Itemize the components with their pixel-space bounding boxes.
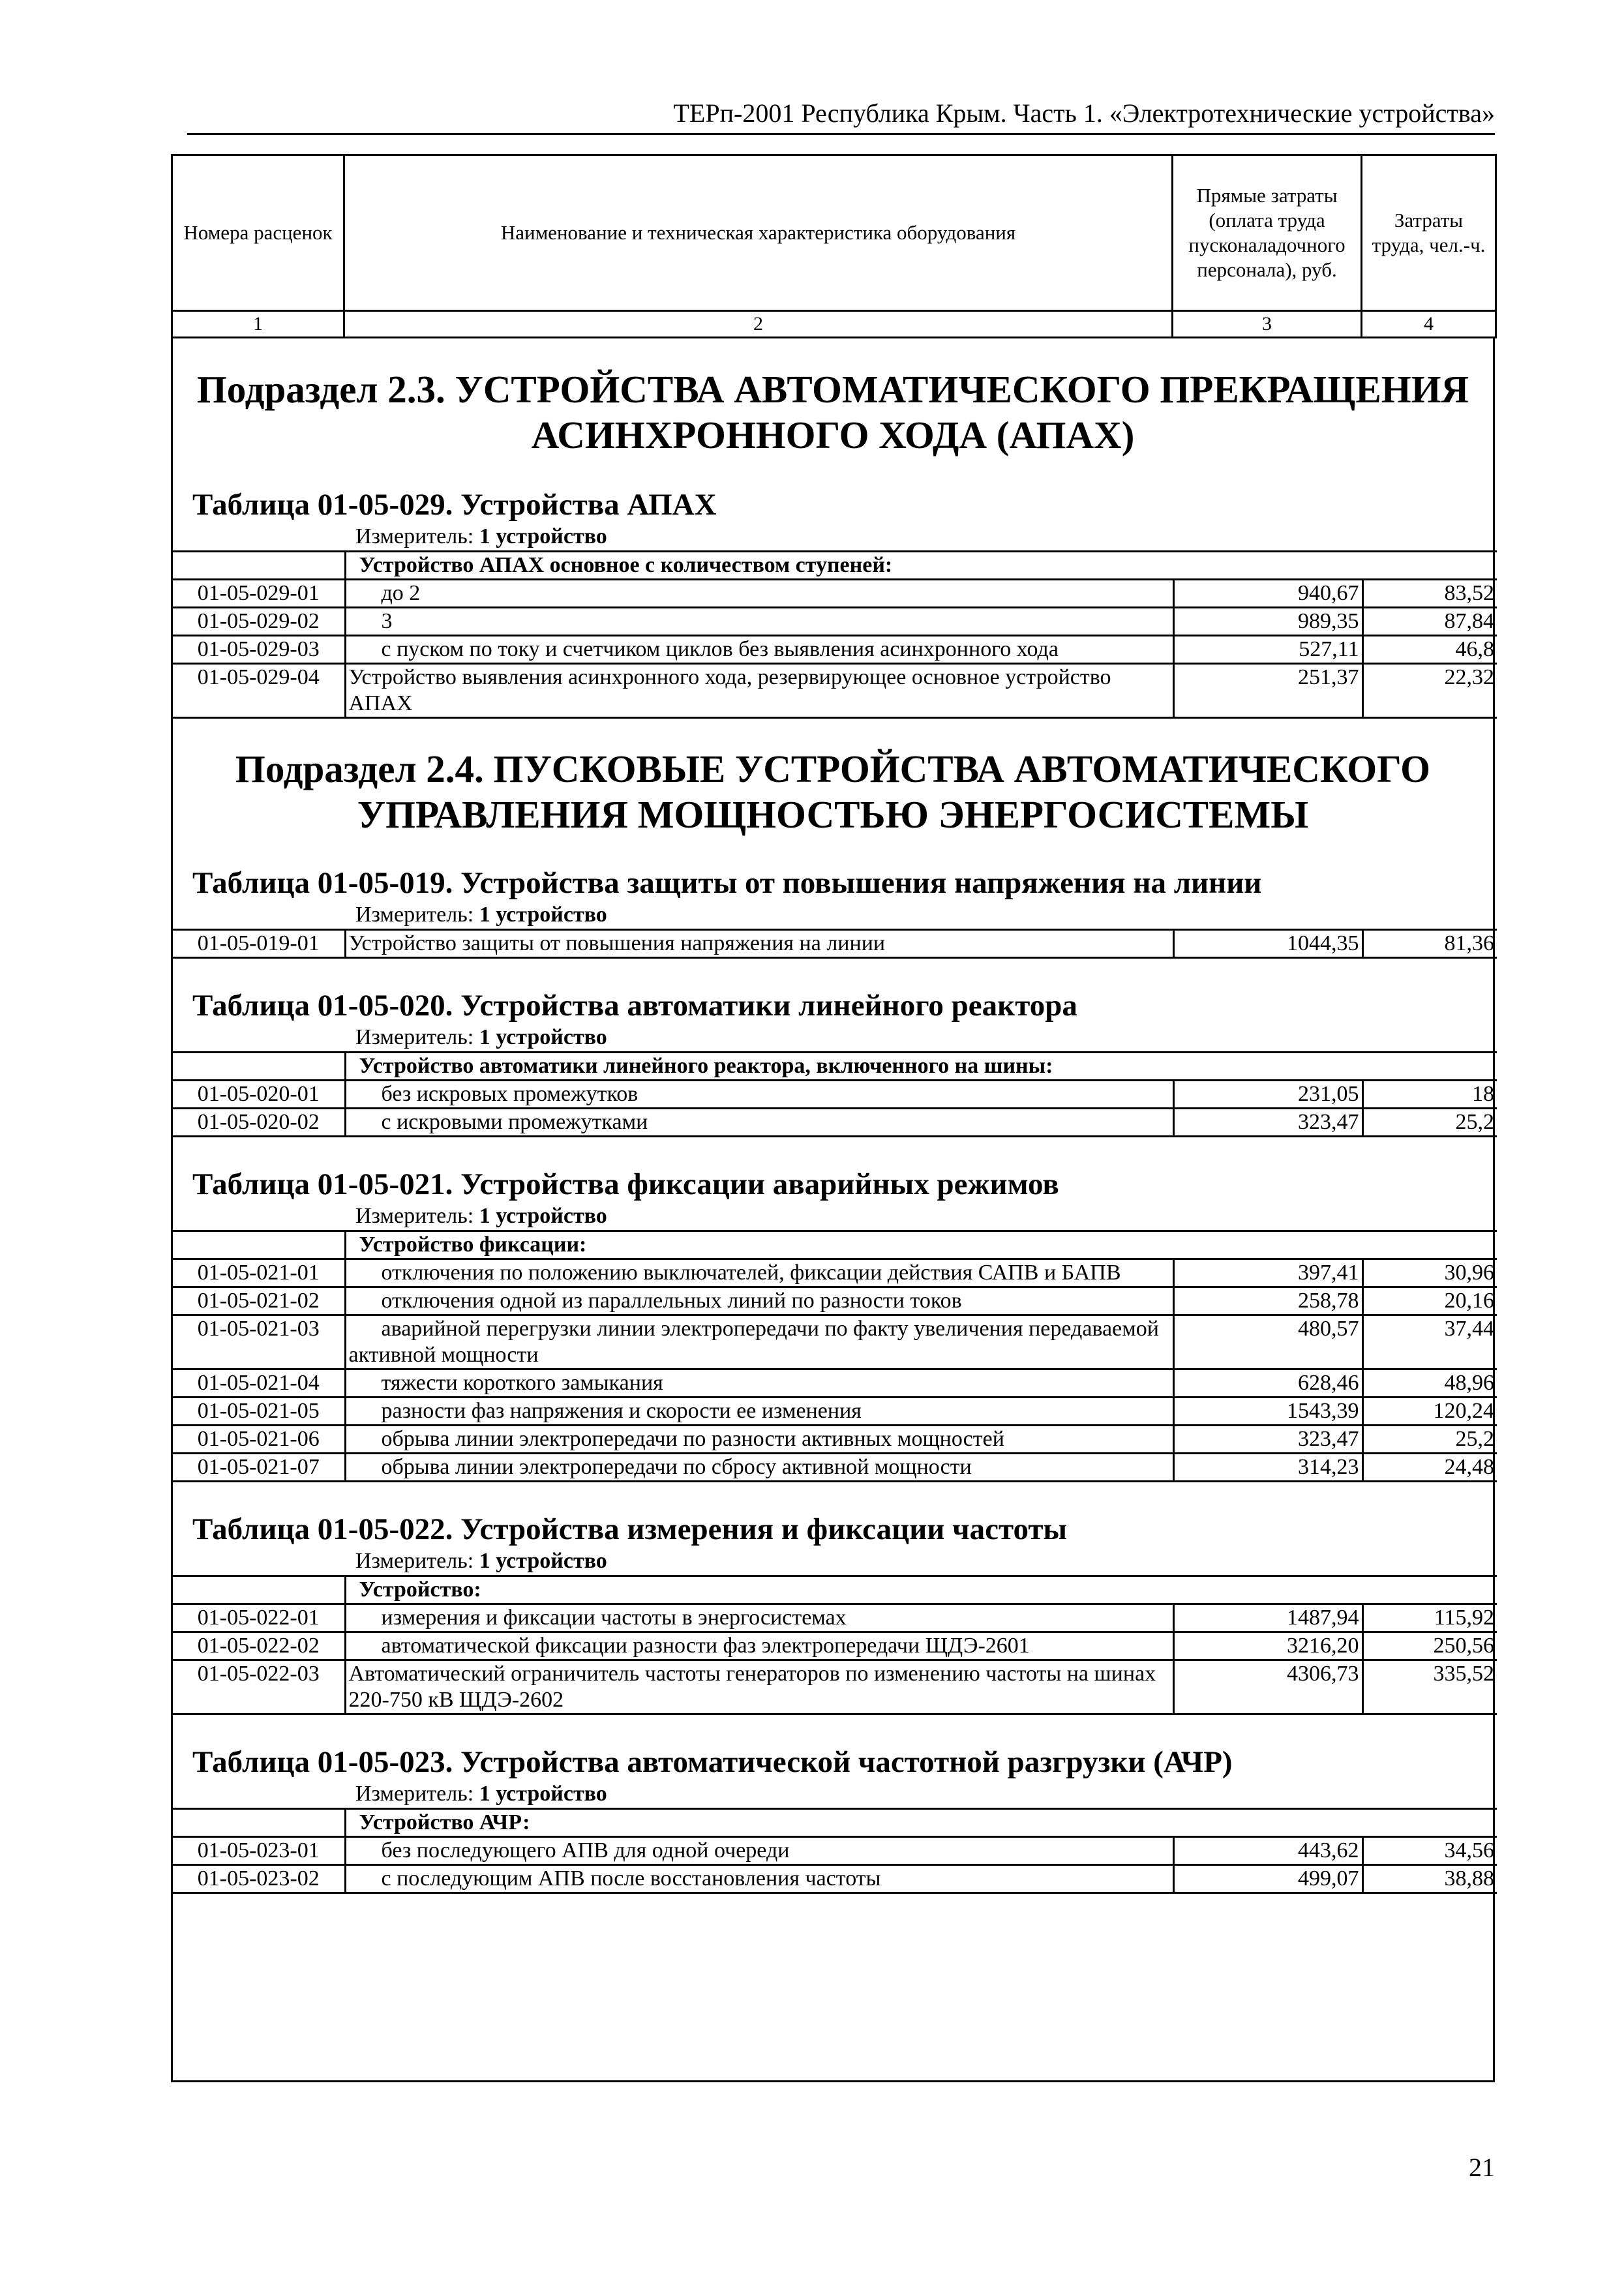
row-cost: 1487,94: [1173, 1604, 1362, 1632]
row-cost: 314,23: [1173, 1454, 1362, 1482]
table-title: Таблица 01-05-020. Устройства автоматики линейного реактора: [192, 989, 1077, 1023]
table-title: Таблица 01-05-023. Устройства автоматической частотной разгрузки (АЧР): [192, 1745, 1233, 1779]
row-cost: 1044,35: [1173, 930, 1362, 958]
col-number: 4: [1362, 311, 1496, 338]
table-row: [173, 1454, 1497, 1482]
row-name: с пуском по току и счетчиком циклов без выявления асинхронного хода: [345, 636, 1173, 664]
row-cost: 499,07: [1173, 1865, 1362, 1893]
row-name: отключения одной из параллельных линий по разности токов: [345, 1287, 1173, 1315]
row-name: с искровыми промежутками: [345, 1109, 1173, 1137]
group-row: [173, 1576, 1497, 1604]
group-label: Устройство АЧР:: [345, 1809, 1497, 1837]
row-code: 01-05-022-03: [173, 1660, 345, 1714]
row-cost: 443,62: [1173, 1837, 1362, 1865]
table-row: [173, 664, 1497, 718]
measure-label: Измеритель:: [355, 1782, 474, 1806]
table-title: Таблица 01-05-021. Устройства фиксации аварийных режимов: [192, 1167, 1059, 1201]
row-cost: 527,11: [1173, 636, 1362, 664]
running-header: ТЕРп-2001 Республика Крым. Часть 1. «Электротехнические устройства»: [187, 97, 1495, 135]
measure-value: 1 устройство: [479, 1782, 607, 1806]
row-code: 01-05-021-05: [173, 1398, 345, 1426]
subsection-title-line: Подраздел 2.3. УСТРОЙСТВА АВТОМАТИЧЕСКОГО ПРЕКРАЩЕНИЯ: [196, 368, 1469, 411]
row-name: без последующего АПВ для одной очереди: [345, 1837, 1173, 1865]
row-code: 01-05-020-01: [173, 1081, 345, 1109]
row-name: обрыва линии электропередачи по сбросу активной мощности: [345, 1454, 1173, 1482]
row-cost: 397,41: [1173, 1259, 1362, 1287]
row-labor: 22,32: [1362, 664, 1497, 718]
row-name: Устройство выявления асинхронного хода, резервирующее основное устройство АПАХ: [345, 664, 1173, 718]
measure-label: Измеритель:: [355, 1549, 474, 1573]
row-code: 01-05-029-03: [173, 636, 345, 664]
measure-value: 1 устройство: [479, 903, 607, 927]
row-labor: 335,52: [1362, 1660, 1497, 1714]
group-label: Устройство автоматики линейного реактора, включенного на шины:: [345, 1053, 1497, 1081]
page-number: 21: [1469, 2153, 1495, 2182]
table-title: Таблица 01-05-022. Устройства измерения и фиксации частоты: [192, 1512, 1068, 1546]
row-cost: 480,57: [1173, 1315, 1362, 1369]
subsection-title-line: Подраздел 2.4. ПУСКОВЫЕ УСТРОЙСТВА АВТОМАТИЧЕСКОГО: [235, 747, 1431, 790]
row-labor: 18: [1362, 1081, 1497, 1109]
col-number: 3: [1173, 311, 1362, 338]
row-code: 01-05-021-06: [173, 1426, 345, 1454]
price-table-023: [173, 1808, 1497, 1894]
price-table-019: [173, 929, 1497, 959]
row-name: измерения и фиксации частоты в энергосистемах: [345, 1604, 1173, 1632]
table-row: [173, 1604, 1497, 1632]
table-title: Таблица 01-05-019. Устройства защиты от повышения напряжения на линии: [192, 866, 1262, 900]
group-row: [173, 552, 1497, 580]
row-code: 01-05-023-02: [173, 1865, 345, 1893]
row-name: 3: [345, 608, 1173, 636]
row-labor: 34,56: [1362, 1837, 1497, 1865]
row-name: разности фаз напряжения и скорости ее изменения: [345, 1398, 1173, 1426]
table-row: [173, 580, 1497, 608]
subsection-title-line: АСИНХРОННОГО ХОДА (АПАХ): [531, 413, 1135, 456]
row-name: без искровых промежутков: [345, 1081, 1173, 1109]
measure-line: [355, 1548, 1493, 1575]
table-row: [173, 930, 1497, 958]
subsection-title: [192, 746, 1473, 837]
group-label: Устройство АПАХ основное с количеством ступеней:: [345, 552, 1497, 580]
table-row: [173, 1287, 1497, 1315]
row-labor: 25,2: [1362, 1426, 1497, 1454]
row-code: 01-05-022-01: [173, 1604, 345, 1632]
table-body-frame: [171, 338, 1495, 2082]
row-labor: 38,88: [1362, 1865, 1497, 1893]
table-row: [173, 1660, 1497, 1714]
measure-line: [355, 1024, 1493, 1051]
price-table-022: [173, 1575, 1497, 1715]
group-label: Устройство фиксации:: [345, 1231, 1497, 1259]
table-row: [173, 1837, 1497, 1865]
table-row: [173, 1109, 1497, 1137]
measure-line: [355, 1203, 1493, 1230]
col-number: 1: [172, 311, 344, 338]
measure-value: 1 устройство: [479, 1204, 607, 1228]
row-labor: 115,92: [1362, 1604, 1497, 1632]
row-labor: 81,36: [1362, 930, 1497, 958]
row-cost: 628,46: [1173, 1369, 1362, 1398]
column-header-table: [171, 154, 1497, 338]
col-header-labor: Затраты труда, чел.-ч.: [1362, 155, 1496, 311]
row-cost: 3216,20: [1173, 1632, 1362, 1660]
row-labor: 46,8: [1362, 636, 1497, 664]
row-code: 01-05-021-07: [173, 1454, 345, 1482]
row-labor: 30,96: [1362, 1259, 1497, 1287]
measure-value: 1 устройство: [479, 524, 607, 548]
price-table-029: [173, 550, 1497, 719]
row-code: 01-05-022-02: [173, 1632, 345, 1660]
measure-line: [355, 1780, 1493, 1808]
row-name: Устройство защиты от повышения напряжения на линии: [345, 930, 1173, 958]
row-cost: 940,67: [1173, 580, 1362, 608]
row-name: тяжести короткого замыкания: [345, 1369, 1173, 1398]
row-name: с последующим АПВ после восстановления частоты: [345, 1865, 1173, 1893]
table-row: [173, 608, 1497, 636]
table-row: [173, 1632, 1497, 1660]
row-cost: 258,78: [1173, 1287, 1362, 1315]
row-name: обрыва линии электропередачи по разности активных мощностей: [345, 1426, 1173, 1454]
price-table-021: [173, 1230, 1497, 1482]
measure-label: Измеритель:: [355, 524, 474, 548]
table-row: [173, 636, 1497, 664]
measure-line: [355, 523, 1493, 550]
row-code: 01-05-021-03: [173, 1315, 345, 1369]
row-labor: 87,84: [1362, 608, 1497, 636]
row-name: автоматической фиксации разности фаз электропередачи ЩДЭ-2601: [345, 1632, 1173, 1660]
measure-label: Измеритель:: [355, 1025, 474, 1049]
row-code: 01-05-023-01: [173, 1837, 345, 1865]
measure-value: 1 устройство: [479, 1025, 607, 1049]
row-cost: 323,47: [1173, 1109, 1362, 1137]
col-header-cost: Прямые затраты (оплата труда пусконаладочного персонала), руб.: [1173, 155, 1362, 311]
row-code: 01-05-021-04: [173, 1369, 345, 1398]
measure-value: 1 устройство: [479, 1549, 607, 1573]
col-number: 2: [344, 311, 1173, 338]
table-row: [173, 1398, 1497, 1426]
table-row: [173, 1369, 1497, 1398]
row-name: до 2: [345, 580, 1173, 608]
row-code: 01-05-021-02: [173, 1287, 345, 1315]
row-code: 01-05-021-01: [173, 1259, 345, 1287]
row-labor: 83,52: [1362, 580, 1497, 608]
col-header-name: Наименование и техническая характеристика оборудования: [344, 155, 1173, 311]
col-header-codes: Номера расценок: [172, 155, 344, 311]
table-row: [173, 1081, 1497, 1109]
row-code: 01-05-020-02: [173, 1109, 345, 1137]
row-labor: 37,44: [1362, 1315, 1497, 1369]
table-row: [173, 1315, 1497, 1369]
row-labor: 20,16: [1362, 1287, 1497, 1315]
table-row: [173, 1426, 1497, 1454]
row-labor: 120,24: [1362, 1398, 1497, 1426]
row-name: аварийной перегрузки линии электропередачи по факту увеличения передаваемой активной мощности: [345, 1315, 1173, 1369]
group-row: [173, 1809, 1497, 1837]
row-code: 01-05-029-02: [173, 608, 345, 636]
row-code: 01-05-019-01: [173, 930, 345, 958]
row-cost: 251,37: [1173, 664, 1362, 718]
row-labor: 25,2: [1362, 1109, 1497, 1137]
table-title: Таблица 01-05-029. Устройства АПАХ: [192, 488, 717, 522]
measure-label: Измеритель:: [355, 1204, 474, 1228]
row-labor: 48,96: [1362, 1369, 1497, 1398]
row-labor: 24,48: [1362, 1454, 1497, 1482]
group-row: [173, 1231, 1497, 1259]
price-table-020: [173, 1051, 1497, 1137]
group-row: [173, 1053, 1497, 1081]
row-labor: 250,56: [1362, 1632, 1497, 1660]
table-row: [173, 1259, 1497, 1287]
row-cost: 989,35: [1173, 608, 1362, 636]
measure-line: [355, 901, 1493, 929]
subsection-title: [192, 367, 1473, 458]
measure-label: Измеритель:: [355, 903, 474, 927]
row-cost: 323,47: [1173, 1426, 1362, 1454]
table-row: [173, 1865, 1497, 1893]
row-cost: 231,05: [1173, 1081, 1362, 1109]
row-code: 01-05-029-01: [173, 580, 345, 608]
row-code: 01-05-029-04: [173, 664, 345, 718]
row-name: Автоматический ограничитель частоты генераторов по изменению частоты на шинах 220-750 кВ ЩДЭ-2602: [345, 1660, 1173, 1714]
subsection-title-line: УПРАВЛЕНИЯ МОЩНОСТЬЮ ЭНЕРГОСИСТЕМЫ: [357, 793, 1309, 836]
row-name: отключения по положению выключателей, фиксации действия САПВ и БАПВ: [345, 1259, 1173, 1287]
row-cost: 4306,73: [1173, 1660, 1362, 1714]
row-cost: 1543,39: [1173, 1398, 1362, 1426]
group-label: Устройство:: [345, 1576, 1497, 1604]
